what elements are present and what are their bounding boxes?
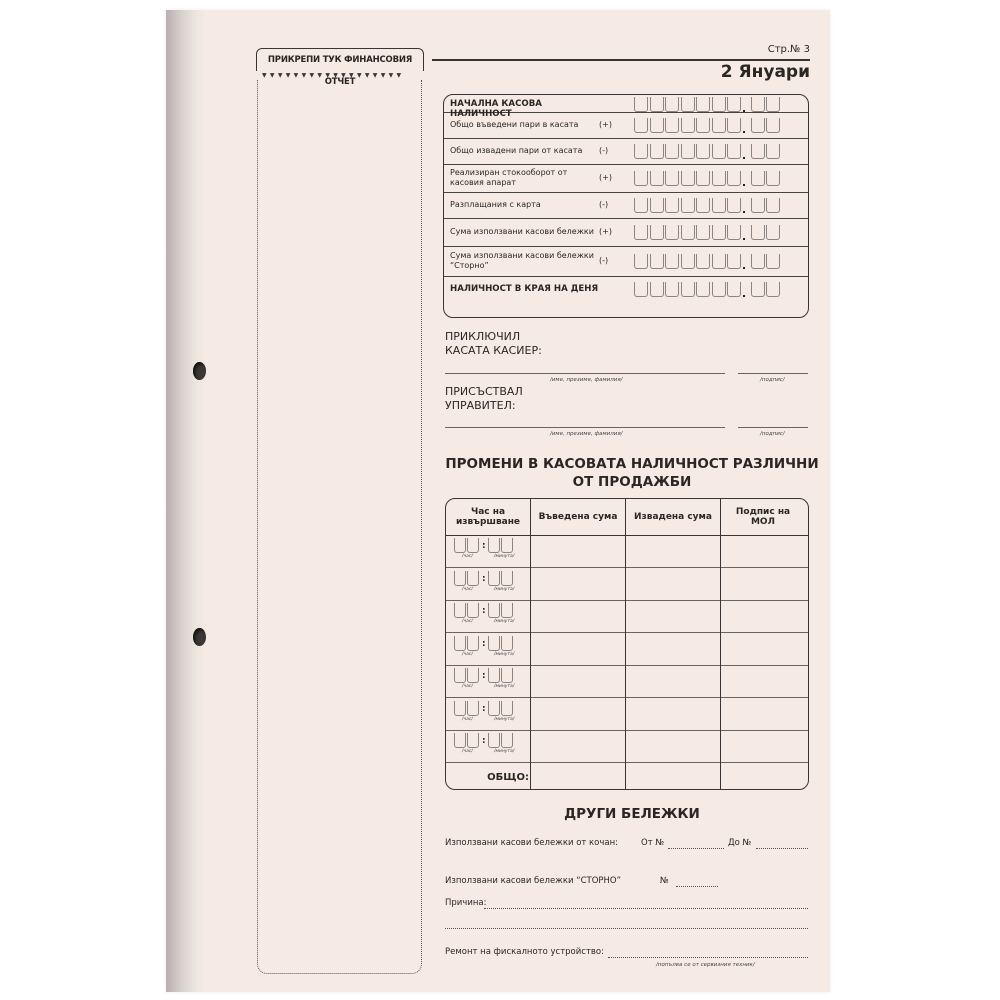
digit-box[interactable] [712,97,726,112]
hour-digit-box[interactable] [454,668,466,683]
repair-field[interactable] [608,957,808,958]
digit-box[interactable] [650,254,664,269]
signature-cell[interactable] [721,665,808,697]
time-colon: : [482,606,486,616]
digit-box[interactable] [650,282,664,297]
digit-box[interactable] [696,171,710,186]
hour-caption: /час/ [462,749,473,754]
decimal-digit-box[interactable] [766,282,780,297]
digit-box[interactable] [696,282,710,297]
minute-caption: /минута/ [494,684,515,689]
decimal-digit-box[interactable] [751,144,765,159]
digit-box[interactable] [634,254,648,269]
changes-section-title [432,455,832,491]
digit-box[interactable] [634,225,648,240]
to-number-field[interactable] [756,848,808,849]
digit-box[interactable] [712,254,726,269]
digit-box[interactable] [681,171,695,186]
digit-box[interactable] [712,171,726,186]
deposited-amount-cell[interactable] [531,698,625,730]
digit-box[interactable] [712,144,726,159]
deposited-amount-cell[interactable] [531,535,625,567]
table-row [446,665,808,698]
minute-digit-box[interactable] [501,538,513,553]
digit-box[interactable] [681,225,695,240]
cash-row-sign: (-) [599,256,609,265]
decimal-digit-box[interactable] [766,254,780,269]
column-header-time: Час на извършване [455,507,521,527]
cash-row [444,276,808,302]
amount-digit-field[interactable] [634,143,782,159]
amount-digit-field[interactable] [634,253,782,269]
digit-box[interactable] [665,225,679,240]
minute-digit-box[interactable] [488,733,500,748]
minute-caption: /минута/ [494,716,515,722]
cash-row [444,164,808,193]
hour-caption: /час/ [462,554,473,559]
digit-box[interactable] [681,198,695,213]
cash-row [444,192,808,219]
amount-digit-field[interactable] [634,197,782,213]
digit-box[interactable] [681,97,695,112]
cash-row [444,95,808,119]
withdrawn-amount-cell[interactable] [626,535,720,567]
hour-digit-box[interactable] [454,701,466,716]
deposited-amount-cell[interactable] [531,665,625,697]
decimal-point [743,184,745,186]
decimal-digit-box[interactable] [751,198,765,213]
hour-digit-box[interactable] [467,668,479,683]
cash-row [444,218,808,247]
attach-report-label: ПРИКРЕПИ ТУК ФИНАНСОВИЯ ОТЧЕТ [256,48,424,71]
decimal-digit-box[interactable] [766,97,780,112]
column-header-withdrawn: Извадена сума [634,512,712,522]
cash-row-label: Реализиран стокооборот от касовия апарат [450,168,568,187]
cash-row-label: НАЧАЛНА КАСОВА НАЛИЧНОСТ [450,99,542,119]
withdrawn-amount-cell[interactable] [626,568,720,600]
digit-box[interactable] [634,144,648,159]
decimal-point [743,157,745,159]
column-divider [625,499,626,789]
signature-cell[interactable] [721,600,808,632]
decimal-digit-box[interactable] [766,225,780,240]
cashier-label [445,330,542,358]
digit-box[interactable] [727,254,741,269]
to-number-label: До № [728,838,752,848]
withdrawn-amount-cell[interactable] [626,730,720,762]
cash-summary-box [443,94,809,318]
decimal-digit-box[interactable] [766,198,780,213]
digit-box[interactable] [650,118,664,133]
decimal-digit-box[interactable] [751,254,765,269]
digit-box[interactable] [696,97,710,112]
header-rule [432,59,810,61]
other-notes-title: ДРУГИ БЕЛЕЖКИ [564,806,700,822]
time-field[interactable] [454,538,514,553]
minute-caption: /минута/ [494,554,515,559]
minute-digit-box[interactable] [501,668,513,683]
repair-label: Ремонт на фискалното устройство: [445,947,604,957]
digit-box[interactable] [634,198,648,213]
time-colon: : [482,638,486,649]
decimal-digit-box[interactable] [751,118,765,133]
manager-label [445,385,523,413]
manager-signature-caption: /подпис/ [760,431,785,437]
digit-box[interactable] [727,198,741,213]
manager-name-caption: /име, презиме, фамилия/ [550,431,623,437]
hour-caption: /час/ [462,619,473,624]
page-number: Стр.№ 3 [767,44,810,55]
digit-box[interactable] [727,282,741,297]
digit-box[interactable] [634,118,648,133]
cash-row [444,138,808,165]
signature-cell[interactable] [721,568,808,600]
changes-table-header [446,499,808,536]
minute-digit-box[interactable] [501,636,513,651]
digit-box[interactable] [681,282,695,297]
deposited-amount-cell[interactable] [531,730,625,762]
reason-field-line2[interactable] [445,928,808,929]
minute-caption: /минута/ [494,586,515,592]
reason-field-line1[interactable] [484,908,808,909]
digit-box[interactable] [727,118,741,133]
amount-digit-field[interactable] [634,224,782,240]
minute-digit-box[interactable] [488,603,500,618]
digit-box[interactable] [696,198,710,213]
signature-cell[interactable] [721,730,808,762]
decimal-point [743,131,745,133]
cash-row-label: НАЛИЧНОСТ В КРАЯ НА ДЕНЯ [450,284,599,294]
digit-box[interactable] [665,198,679,213]
hour-digit-box[interactable] [467,733,479,748]
withdrawn-amount-cell[interactable] [626,633,720,665]
cash-row-label: Сума използвани касови бележки “Сторно” [450,251,594,270]
amount-digit-field[interactable] [634,96,782,112]
digit-box[interactable] [727,97,741,112]
reason-label: Причина: [445,898,487,908]
amount-digit-field[interactable] [634,117,782,133]
digit-box[interactable] [696,144,710,159]
from-number-field[interactable] [668,848,724,849]
total-withdrawn-cell[interactable] [626,763,720,789]
manager-label-line1: ПРИСЪСТВАЛ [445,385,523,398]
hour-digit-box[interactable] [454,636,466,651]
hour-digit-box[interactable] [454,538,466,553]
hour-digit-box[interactable] [454,571,466,586]
table-row [446,535,808,568]
total-signature-cell[interactable] [721,763,808,789]
from-number-label: От № [641,838,665,848]
digit-box[interactable] [650,198,664,213]
decimal-digit-box[interactable] [751,282,765,297]
digit-box[interactable] [650,225,664,240]
cashier-name-caption: /име, презиме, фамилия/ [550,377,623,383]
minute-digit-box[interactable] [501,603,513,618]
digit-box[interactable] [727,225,741,240]
decimal-digit-box[interactable] [766,144,780,159]
decimal-digit-box[interactable] [751,171,765,186]
digit-box[interactable] [665,171,679,186]
time-colon: : [482,541,486,551]
hour-caption: /час/ [462,586,473,592]
decimal-digit-box[interactable] [751,97,765,112]
digit-box[interactable] [712,118,726,133]
minute-digit-box[interactable] [488,668,500,683]
storno-receipts-label: Използвани касови бележки “СТОРНО” [445,876,622,886]
table-row [446,633,808,666]
punch-hole-icon [193,628,206,646]
total-deposited-cell[interactable] [531,763,625,789]
table-row [446,600,808,633]
minute-digit-box[interactable] [488,636,500,651]
page-binding-edge [166,10,206,992]
cashier-name-field[interactable] [445,373,725,374]
digit-box[interactable] [727,144,741,159]
minute-caption: /минута/ [494,651,515,657]
hour-digit-box[interactable] [454,603,466,618]
column-header-signature: Подпис на МОЛ [735,507,791,527]
deposited-amount-cell[interactable] [531,633,625,665]
storno-number-field[interactable] [676,886,718,887]
amount-digit-field[interactable] [634,281,782,297]
manager-name-field[interactable] [445,427,725,428]
cash-row-sign: (-) [599,200,609,209]
total-label: ОБЩО: [487,772,529,783]
repair-caption: /попълва се от сервизния техник/ [656,962,755,968]
digit-box[interactable] [665,97,679,112]
minute-digit-box[interactable] [501,701,513,716]
column-divider [530,499,531,789]
cash-row-sign: (+) [599,120,612,129]
digit-box[interactable] [665,144,679,159]
manager-signature-field[interactable] [738,427,808,428]
decimal-point [743,295,745,297]
hour-digit-box[interactable] [467,571,479,586]
time-field[interactable] [454,733,514,748]
arrow-down-icons: ▼▼▼▼▼▼▼▼▼▼▼▼▼▼▼▼▼▼ [262,72,405,79]
changes-title-line2: ОТ ПРОДАЖБИ [572,474,692,490]
digit-box[interactable] [696,225,710,240]
digit-box[interactable] [650,171,664,186]
table-row [446,568,808,601]
deposited-amount-cell[interactable] [531,568,625,600]
amount-digit-field[interactable] [634,170,782,186]
decimal-digit-box[interactable] [766,171,780,186]
hour-caption: /час/ [462,684,473,689]
hour-digit-box[interactable] [467,603,479,618]
cashier-label-line2: КАСАТА КАСИЕР: [445,344,542,357]
digit-box[interactable] [681,118,695,133]
storno-number-label: № [660,876,669,886]
cash-row-label: Сума използвани касови бележки [450,227,594,236]
digit-box[interactable] [681,254,695,269]
time-field[interactable] [454,636,514,651]
minute-caption: /минута/ [494,619,515,624]
signature-cell[interactable] [721,535,808,567]
cashier-signature-field[interactable] [738,373,808,374]
cash-row-label: Разплащания с карта [450,200,541,209]
minute-digit-box[interactable] [488,701,500,716]
decimal-digit-box[interactable] [751,225,765,240]
cash-row-sign: (+) [599,173,612,182]
changes-title-line1: ПРОМЕНИ В КАСОВАТА НАЛИЧНОСТ РАЗЛИЧНИ [445,456,819,472]
withdrawn-amount-cell[interactable] [626,665,720,697]
table-row [446,730,808,763]
time-field[interactable] [454,668,514,683]
digit-box[interactable] [681,144,695,159]
withdrawn-amount-cell[interactable] [626,600,720,632]
date-title: 2 Януари [720,62,810,82]
time-field[interactable] [454,603,514,618]
digit-box[interactable] [696,118,710,133]
withdrawn-amount-cell[interactable] [626,698,720,730]
minute-digit-box[interactable] [501,571,513,586]
time-colon: : [482,703,486,714]
cash-row [444,246,808,277]
decimal-point [743,267,745,269]
table-row [446,698,808,731]
hour-caption: /час/ [462,651,473,657]
hour-caption: /час/ [462,716,473,722]
column-divider [720,499,721,789]
digit-box[interactable] [650,97,664,112]
decimal-point [743,211,745,213]
digit-box[interactable] [712,225,726,240]
time-colon: : [482,671,486,681]
cash-row-sign: (+) [599,227,612,236]
cashier-signature-caption: /подпис/ [760,377,785,383]
minute-digit-box[interactable] [501,733,513,748]
signature-cell[interactable] [721,633,808,665]
hour-digit-box[interactable] [467,636,479,651]
minute-digit-box[interactable] [488,571,500,586]
deposited-amount-cell[interactable] [531,600,625,632]
punch-hole-icon [193,362,206,380]
changes-table [445,498,809,790]
hour-digit-box[interactable] [467,538,479,553]
used-receipts-label: Използвани касови бележки от кочан: [445,838,619,848]
decimal-point [743,238,745,240]
hour-digit-box[interactable] [467,701,479,716]
attach-report-area[interactable] [257,80,422,974]
digit-box[interactable] [650,144,664,159]
signature-cell[interactable] [721,698,808,730]
cash-row-sign: (-) [599,146,609,155]
digit-box[interactable] [634,282,648,297]
cash-row-label: Общо извадени пари от касата [450,146,583,155]
digit-box[interactable] [665,254,679,269]
time-field[interactable] [454,571,514,586]
digit-box[interactable] [665,118,679,133]
digit-box[interactable] [712,282,726,297]
cashier-label-line1: ПРИКЛЮЧИЛ [445,330,521,343]
cash-row-label: Общо въведени пари в касата [450,120,579,129]
time-colon: : [482,736,486,746]
minute-digit-box[interactable] [488,538,500,553]
digit-box[interactable] [712,198,726,213]
manager-label-line2: УПРАВИТЕЛ: [445,399,516,412]
cash-row [444,112,808,139]
time-colon: : [482,573,486,584]
decimal-digit-box[interactable] [766,118,780,133]
digit-box[interactable] [634,97,648,112]
digit-box[interactable] [665,282,679,297]
digit-box[interactable] [727,171,741,186]
time-field[interactable] [454,701,514,716]
column-header-deposited: Въведена сума [538,512,618,522]
digit-box[interactable] [634,171,648,186]
digit-box[interactable] [696,254,710,269]
minute-caption: /минута/ [494,749,515,754]
hour-digit-box[interactable] [454,733,466,748]
